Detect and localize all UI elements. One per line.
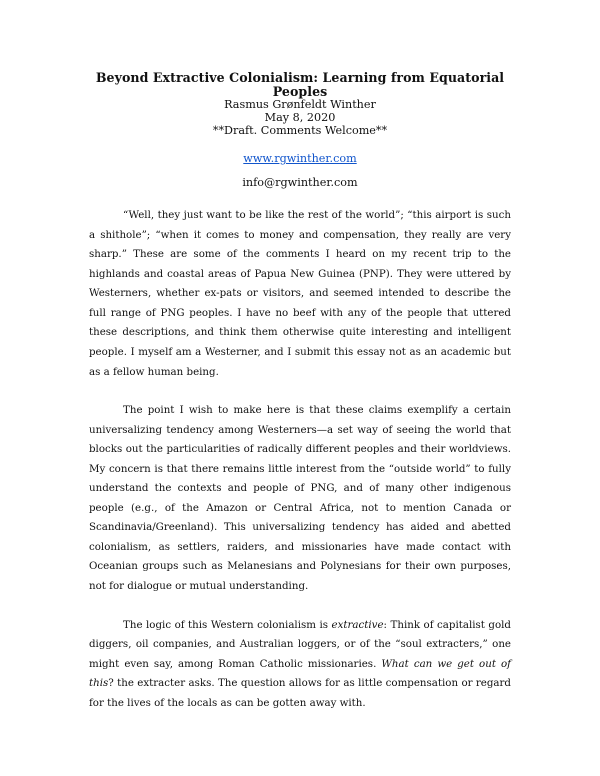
document-date: May 8, 2020 (264, 110, 336, 124)
paragraph-2: The point I wish to make here is that these claims exemplify a certain universalizing tendency among Westerners—a set way of seeing the world that blocks out the particularities of radically different peoples and their worldviews. My concern is that there remains little interest from the “outside world” to fully understand the contexts and people of PNG, and of many other indigenous people (e.g., of the Amazon or Central Africa, not to mention Canada or Scandinavia/Greenland). This universalizing tendency has aided and abetted colonialism, as settlers, raiders, and missionaries have made contact with Oceanian groups such as Melanesians and Polynesians for their own purposes, not for dialogue or mutual understanding. (89, 404, 511, 593)
paragraph-3 (89, 616, 511, 714)
contact-email: info@rgwinther.com (242, 176, 358, 190)
paragraph-1: “Well, they just want to be like the rest of the world”; “this airport is such a shithole”; “when it comes to money and compensation, they really are very sharp.” These are some of the comments I heard on my recent trip to the highlands and coastal areas of Papua New Guinea (PNP). They were uttered by Westerners, whether ex-pats or visitors, and seemed intended to describe the full range of PNG peoples. I have no beef with any of the people that uttered these descriptions, and think them otherwise quite interesting and intelligent people. I myself am a Westerner, and I submit this essay not as an academic but as a fellow human being. (89, 209, 511, 378)
document-header (89, 0, 511, 190)
emphasis-question: What can we get out of this (89, 657, 511, 690)
draft-note: **Draft. Comments Welcome** (212, 123, 388, 137)
document-body (89, 206, 511, 713)
website-link[interactable]: www.rgwinther.com (243, 152, 357, 166)
paragraph-3-part-2: : Think of capitalist gold diggers, oil companies, and Australian loggers, or of the “soul extracters,” one might even say, among Roman Catholic missionaries. (89, 618, 511, 670)
author-name: Rasmus Grønfeldt Winther (224, 98, 376, 111)
paragraph-3-part-3: ? the extracter asks. The question allows for as little compensation or regard for the lives of the locals as can be gotten away with. (89, 677, 511, 709)
emphasis-extractive: extractive (331, 618, 384, 631)
paragraph-3-part-1: The logic of this Western colonialism is (123, 618, 332, 631)
document-title: Beyond Extractive Colonialism: Learning from Equatorial Peoples (95, 70, 505, 99)
